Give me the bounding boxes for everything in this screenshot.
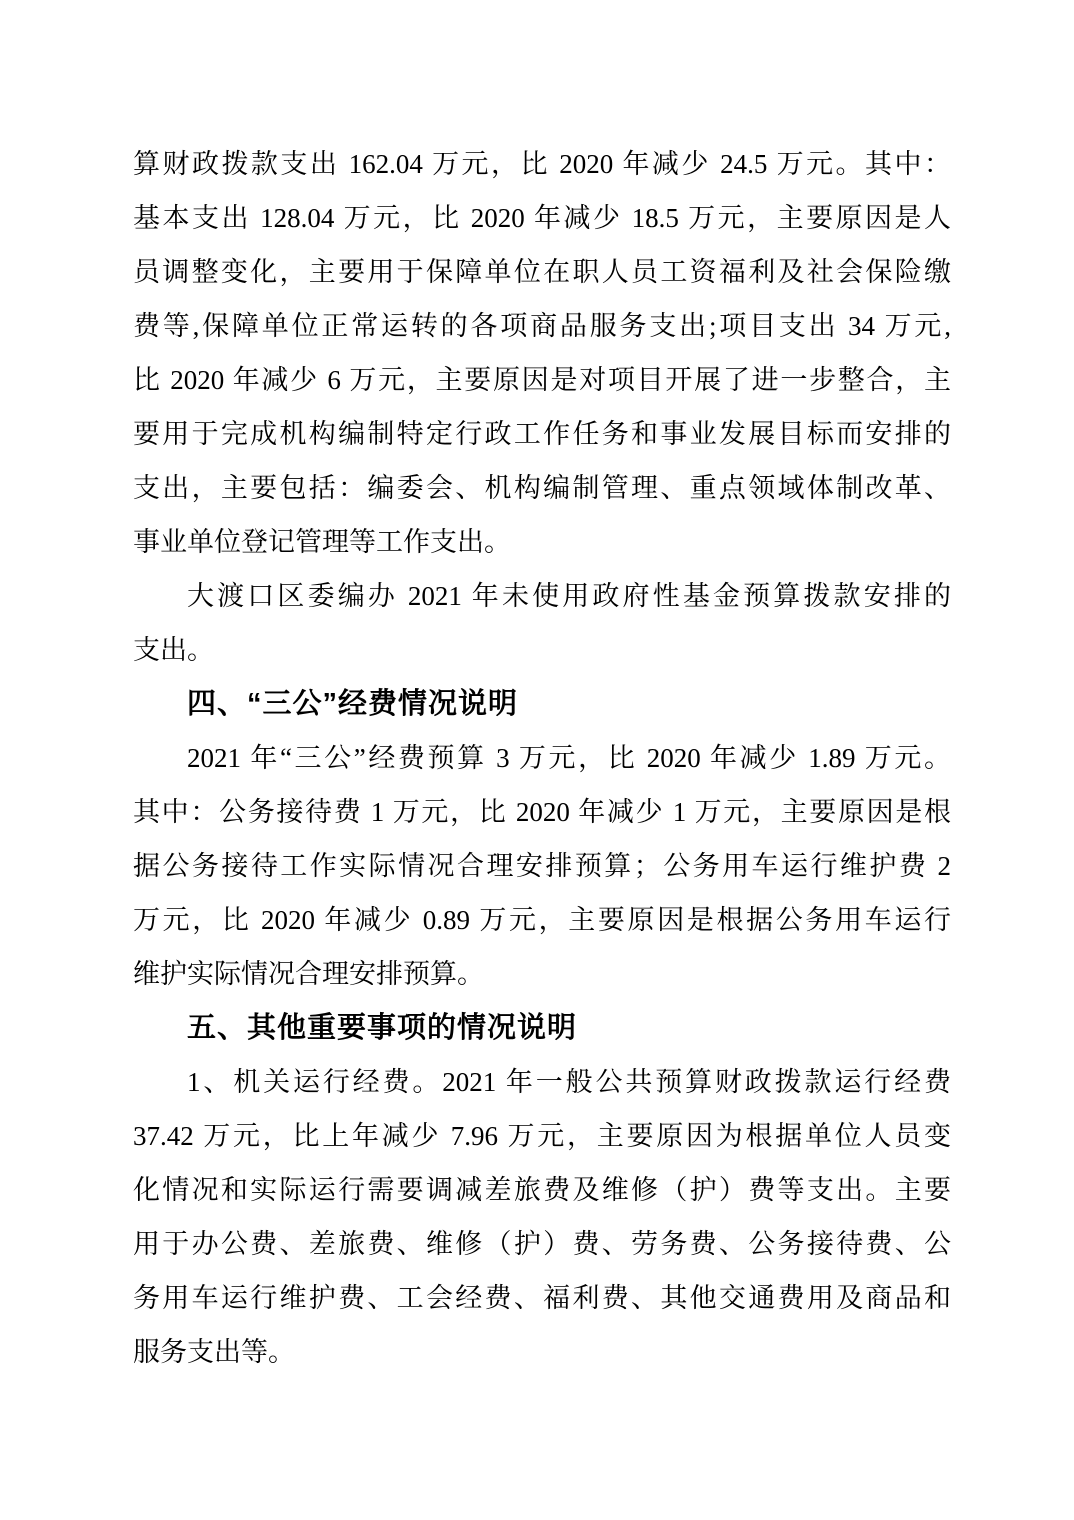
heading-line: 五、其他重要事项的情况说明 [187, 1012, 578, 1044]
text-line: 比 2020 年减少 6 万元，主要原因是对项目开展了进一步整合，主 [133, 365, 951, 395]
para-general-budget-expenditure [133, 137, 951, 569]
text-line: 万元，比 2020 年减少 0.89 万元，主要原因是根据公务用车运行 [133, 905, 951, 935]
text-line: 据公务接待工作实际情况合理安排预算；公务用车运行维护费 2 [133, 851, 951, 881]
text-line: 其中：公务接待费 1 万元，比 2020 年减少 1 万元，主要原因是根 [133, 797, 951, 827]
text-line: 务用车运行维护费、工会经费、福利费、其他交通费用及商品和 [133, 1283, 951, 1313]
text-line: 37.42 万元，比上年减少 7.96 万元，主要原因为根据单位人员变 [133, 1121, 951, 1151]
text-line: 2021 年“三公”经费预算 3 万元，比 2020 年减少 1.89 万元。 [187, 743, 951, 773]
para-government-fund-budget [133, 569, 951, 677]
heading-line: 四、“三公”经费情况说明 [187, 688, 519, 720]
text-line: 服务支出等。 [133, 1337, 295, 1367]
heading-section-4-sangong-funds [133, 677, 951, 731]
text-line: 化情况和实际运行需要调减差旅费及维修（护）费等支出。主要 [133, 1175, 951, 1205]
text-line: 大渡口区委编办 2021 年未使用政府性基金预算拨款安排的 [187, 581, 951, 611]
text-line: 算财政拨款支出 162.04 万元，比 2020 年减少 24.5 万元。其中： [133, 149, 951, 179]
text-line: 基本支出 128.04 万元，比 2020 年减少 18.5 万元，主要原因是人 [133, 203, 951, 233]
text-line: 事业单位登记管理等工作支出。 [133, 527, 511, 557]
text-line: 费等,保障单位正常运转的各项商品服务支出;项目支出 34 万元, [133, 311, 951, 341]
document-content [133, 137, 951, 1379]
text-line: 支出，主要包括：编委会、机构编制管理、重点领域体制改革、 [133, 473, 951, 503]
text-line: 1、机关运行经费。2021 年一般公共预算财政拨款运行经费 [187, 1067, 951, 1097]
para-agency-operating-funds [133, 1055, 951, 1379]
heading-section-5-other-important-matters [133, 1001, 951, 1055]
text-line: 员调整变化，主要用于保障单位在职人员工资福利及社会保险缴 [133, 257, 951, 287]
text-line: 维护实际情况合理安排预算。 [133, 959, 484, 989]
text-line: 要用于完成机构编制特定行政工作任务和事业发展目标而安排的 [133, 419, 951, 449]
text-line: 用于办公费、差旅费、维修（护）费、劳务费、公务接待费、公 [133, 1229, 951, 1259]
text-line: 支出。 [133, 635, 214, 665]
para-sangong-funds-detail [133, 731, 951, 1001]
